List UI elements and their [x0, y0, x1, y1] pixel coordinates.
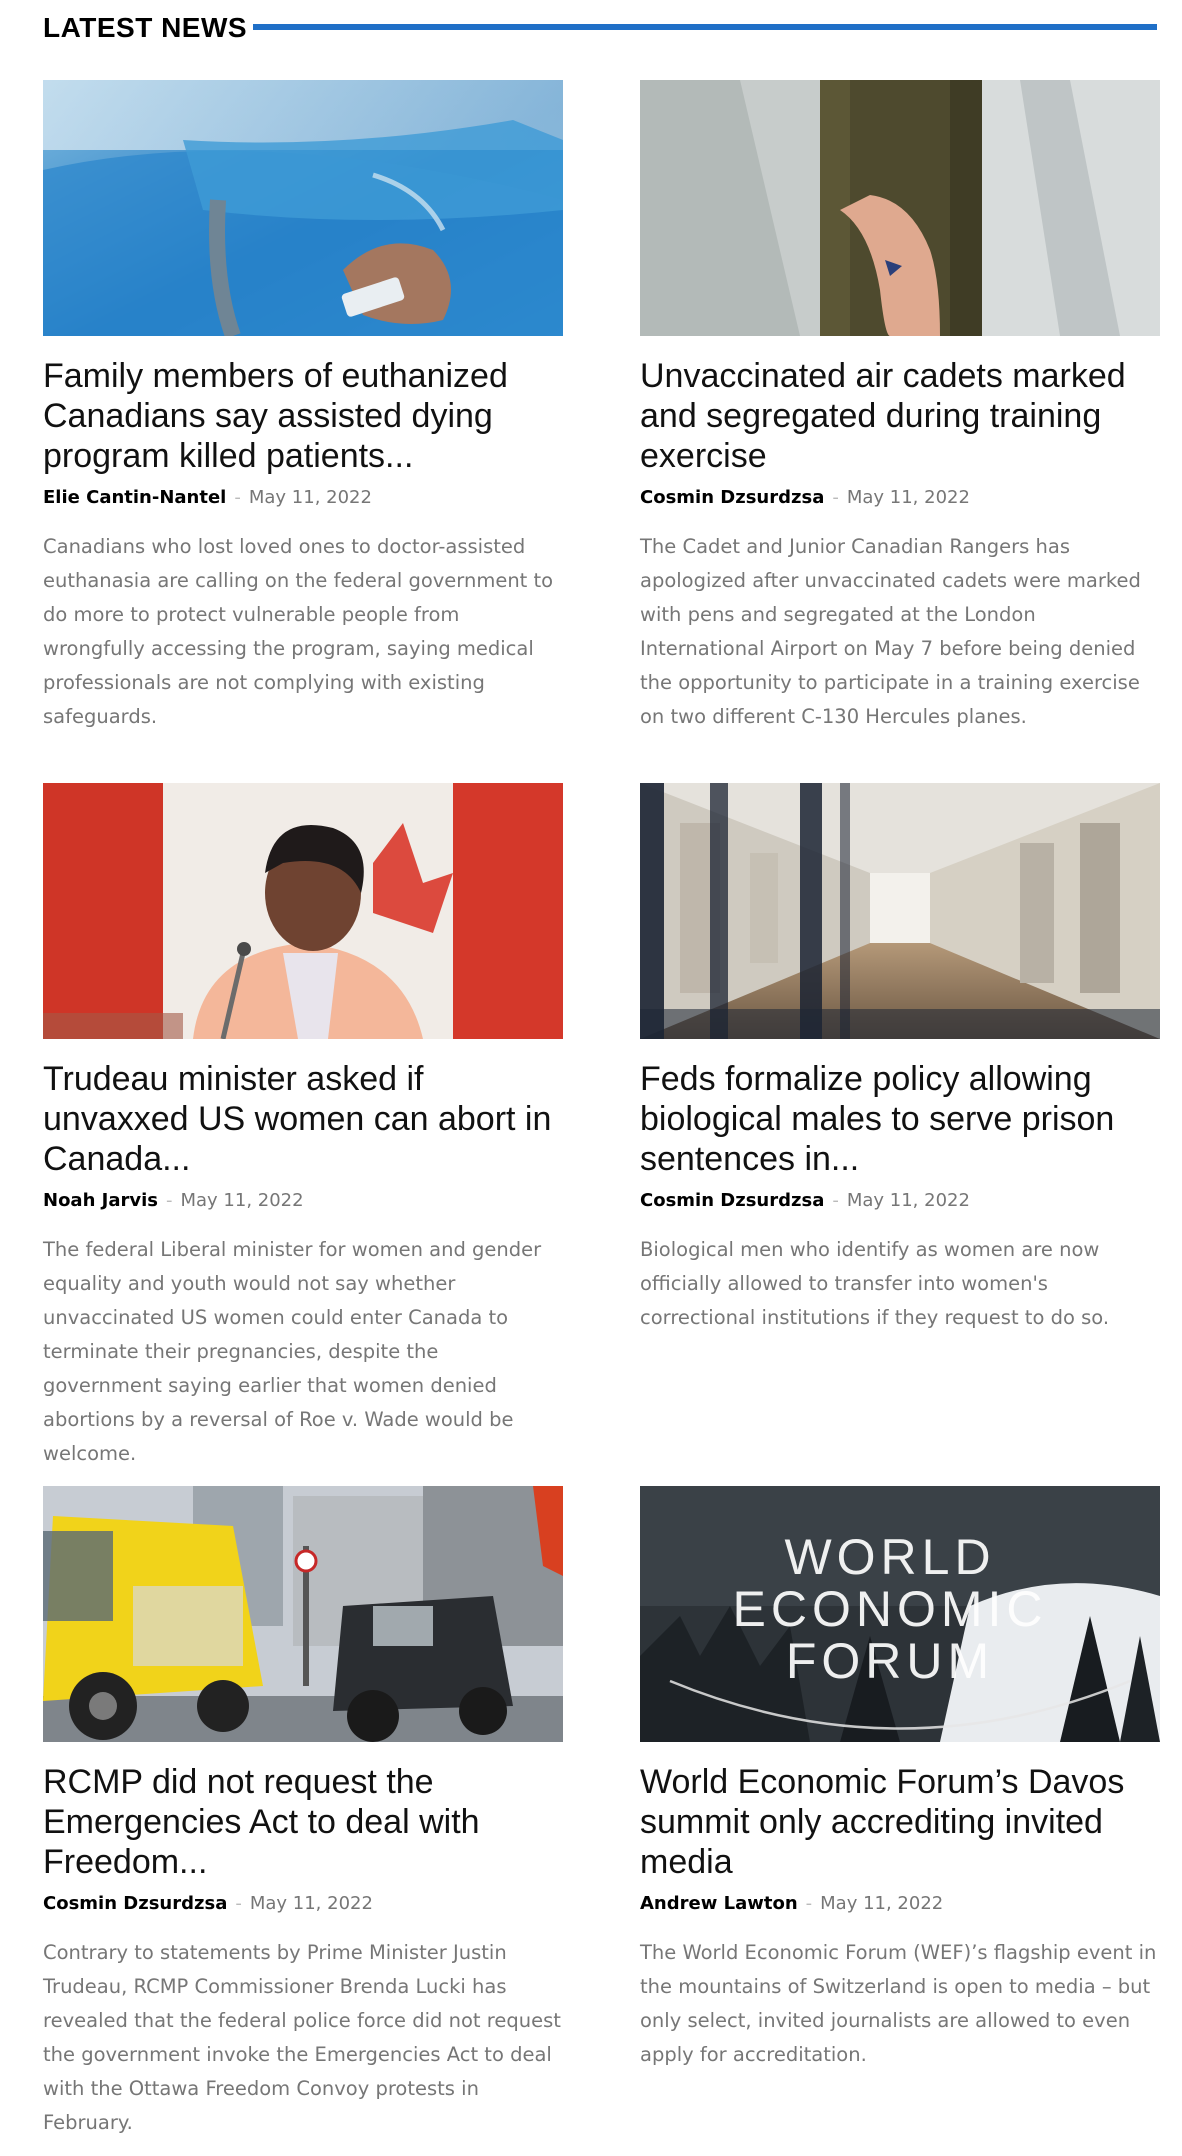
meta-separator: - [832, 1190, 839, 1211]
article-card [640, 783, 1160, 1335]
article-title[interactable]: Feds formalize policy allowing biological males to serve prison sentences in... [640, 1060, 1115, 1178]
article-thumbnail[interactable] [640, 1486, 1160, 1742]
article-thumbnail[interactable] [43, 80, 563, 336]
article-excerpt: The World Economic Forum (WEF)’s flagship event in the mountains of Switzerland is open to media – but only select, invited journalists are allowed to even apply for accreditation. [640, 1941, 1157, 2066]
article-date: May 11, 2022 [248, 487, 372, 508]
article-card [640, 80, 1160, 734]
article-meta [43, 1892, 563, 1916]
article-author[interactable]: Elie Cantin-Nantel [43, 487, 227, 508]
article-excerpt: Biological men who identify as women are now officially allowed to transfer into women's correctional institutions if they request to do so. [640, 1238, 1110, 1329]
article-thumbnail[interactable] [640, 80, 1160, 336]
article-card [43, 783, 563, 1471]
article-title[interactable]: Unvaccinated air cadets marked and segregated during training exercise [640, 357, 1126, 475]
article-title[interactable]: World Economic Forum’s Davos summit only accrediting invited media [640, 1763, 1125, 1881]
article-title[interactable]: RCMP did not request the Emergencies Act to deal with Freedom... [43, 1763, 480, 1881]
wef-logo-line-2: ECONOMIC [732, 1581, 1048, 1637]
section-divider [253, 24, 1157, 30]
article-excerpt: Contrary to statements by Prime Minister Justin Trudeau, RCMP Commissioner Brenda Lucki has revealed that the federal police force did not request the government invoke the Emergencies Act to deal with the Ottawa Freedom Convoy protests in February. [43, 1941, 561, 2134]
prison-corridor-image [640, 783, 1160, 1039]
article-meta [640, 486, 1160, 510]
article-title[interactable]: Trudeau minister asked if unvaxxed US women can abort in Canada... [43, 1060, 552, 1178]
meta-separator: - [234, 487, 241, 508]
article-author[interactable]: Cosmin Dzsurdzsa [640, 487, 825, 508]
article-thumbnail[interactable] [640, 783, 1160, 1039]
meta-separator: - [235, 1893, 242, 1914]
meta-separator: - [832, 487, 839, 508]
article-thumbnail[interactable] [43, 783, 563, 1039]
article-card [43, 1486, 563, 2140]
article-author[interactable]: Cosmin Dzsurdzsa [43, 1893, 228, 1914]
article-title[interactable]: Family members of euthanized Canadians say assisted dying program killed patients... [43, 357, 508, 475]
minister-speaking-image [43, 783, 563, 1039]
article-author[interactable]: Noah Jarvis [43, 1190, 158, 1211]
article-date: May 11, 2022 [846, 487, 970, 508]
article-date: May 11, 2022 [846, 1190, 970, 1211]
world-economic-forum-image [640, 1486, 1160, 1742]
section-header [43, 0, 1157, 56]
section-title: LATEST NEWS [43, 12, 248, 43]
article-excerpt: Canadians who lost loved ones to doctor-assisted euthanasia are calling on the federal government to do more to protect vulnerable people from wrongfully accessing the program, saying medical professionals are not complying with existing safeguards. [43, 535, 554, 728]
convoy-trucks-image [43, 1486, 563, 1742]
article-meta [640, 1892, 1160, 1916]
article-excerpt: The Cadet and Junior Canadian Rangers has apologized after unvaccinated cadets were marked with pens and segregated at the London International Airport on May 7 before being denied the opportunity to participate in a training exercise on two different C-130 Hercules planes. [640, 535, 1141, 728]
wef-logo-line-1: WORLD [784, 1529, 996, 1585]
article-date: May 11, 2022 [180, 1190, 304, 1211]
meta-separator: - [166, 1190, 173, 1211]
wef-logo-line-3: FORUM [785, 1633, 995, 1689]
article-author[interactable]: Cosmin Dzsurdzsa [640, 1190, 825, 1211]
hospital-bed-image [43, 80, 563, 336]
meta-separator: - [805, 1893, 813, 1914]
article-meta [43, 486, 563, 510]
article-date: May 11, 2022 [249, 1893, 373, 1914]
article-meta [640, 1189, 1160, 1213]
article-card [43, 80, 563, 734]
article-card [640, 1486, 1160, 2072]
marked-hand-image [640, 80, 1160, 336]
article-excerpt: The federal Liberal minister for women and gender equality and youth would not say whether unvaccinated US women could enter Canada to terminate their pregnancies, despite the government saying earlier that women denied abortions by a reversal of Roe v. Wade would be welcome. [43, 1238, 542, 1465]
article-thumbnail[interactable] [43, 1486, 563, 1742]
article-author[interactable]: Andrew Lawton [640, 1893, 798, 1914]
article-date: May 11, 2022 [820, 1893, 944, 1914]
article-meta [43, 1189, 563, 1213]
